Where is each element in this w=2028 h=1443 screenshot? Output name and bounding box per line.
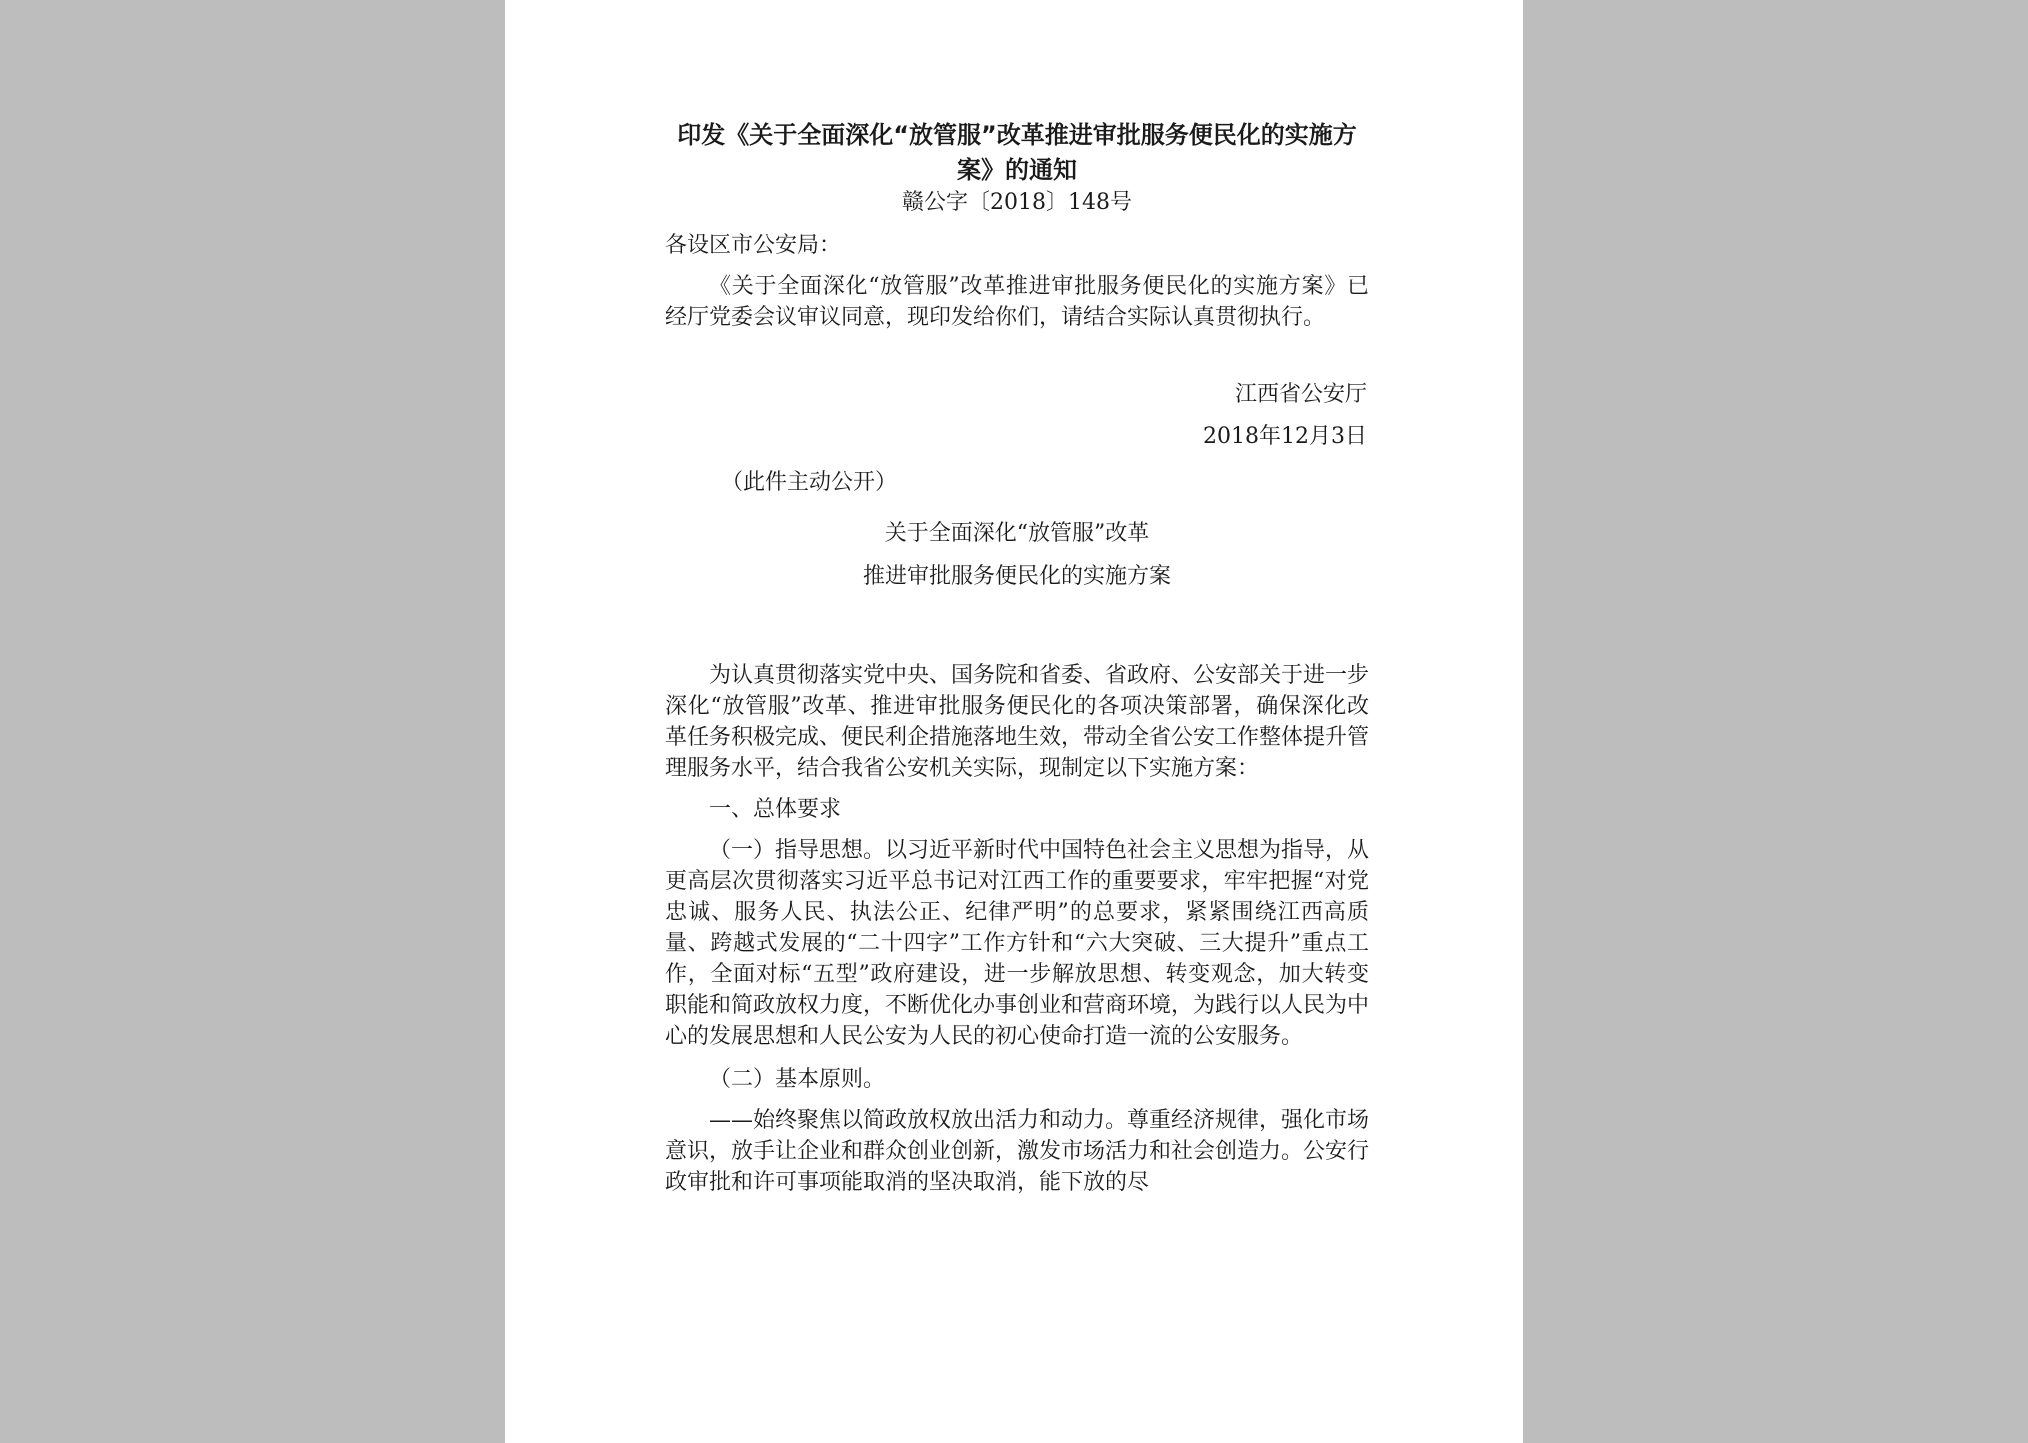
addressee: 各设区市公安局： bbox=[665, 233, 842, 258]
document-page bbox=[505, 0, 1523, 1443]
document-body bbox=[665, 118, 1369, 1198]
document-number: 赣公字〔2018〕148号 bbox=[902, 190, 1132, 215]
issuing-authority: 江西省公安厅 bbox=[1234, 382, 1367, 407]
section-heading-general-requirements: 一、总体要求 bbox=[709, 797, 842, 822]
plan-title-line-1: 关于全面深化“放管服”改革 bbox=[884, 521, 1150, 546]
principle-paragraph-1: ——始终聚焦以简政放权放出活力和动力。尊重经济规律，强化市场意识，放手让企业和群众创业创新，激发市场活力和社会创造力。公安行政审批和许可事项能取消的坚决取消，能下放的尽 bbox=[665, 1108, 1370, 1195]
plan-title-line-2: 推进审批服务便民化的实施方案 bbox=[862, 564, 1171, 589]
subsection-heading-basic-principles: （二）基本原则。 bbox=[709, 1067, 886, 1092]
intro-paragraph: 《关于全面深化“放管服”改革推进审批服务便民化的实施方案》已经厅党委会议审议同意，现印发给你们，请结合实际认真贯彻执行。 bbox=[665, 274, 1369, 330]
notice-title-line-2: 案》的通知 bbox=[957, 156, 1077, 184]
purpose-paragraph: 为认真贯彻落实党中央、国务院和省委、省政府、公安部关于进一步深化“放管服”改革、推进审批服务便民化的各项决策部署，确保深化改革任务积极完成、便民利企措施落地生效，带动全省公安工作整体提升管理服务水平，结合我省公安机关实际，现制定以下实施方案： bbox=[665, 663, 1370, 781]
notice-title-line-1: 印发《关于全面深化“放管服”改革推进审批服务便民化的实施方 bbox=[677, 121, 1357, 149]
guiding-thought-paragraph: （一）指导思想。以习近平新时代中国特色社会主义思想为指导，从更高层次贯彻落实习近平总书记对江西工作的重要要求，牢牢把握“对党忠诚、服务人民、执法公正、纪律严明”的总要求，紧紧围绕江西高质量、跨越式发展的“二十四字”工作方针和“六大突破、三大提升”重点工作，全面对标“五型”政府建设，进一步解放思想、转变观念，加大转变职能和简政放权力度，不断优化办事创业和营商环境，为践行以人民为中心的发展思想和人民公安为人民的初心使命打造一流的公安服务。 bbox=[665, 838, 1370, 1049]
issue-date: 2018年12月3日 bbox=[1203, 424, 1367, 449]
disclosure-note: （此件主动公开） bbox=[721, 470, 898, 495]
